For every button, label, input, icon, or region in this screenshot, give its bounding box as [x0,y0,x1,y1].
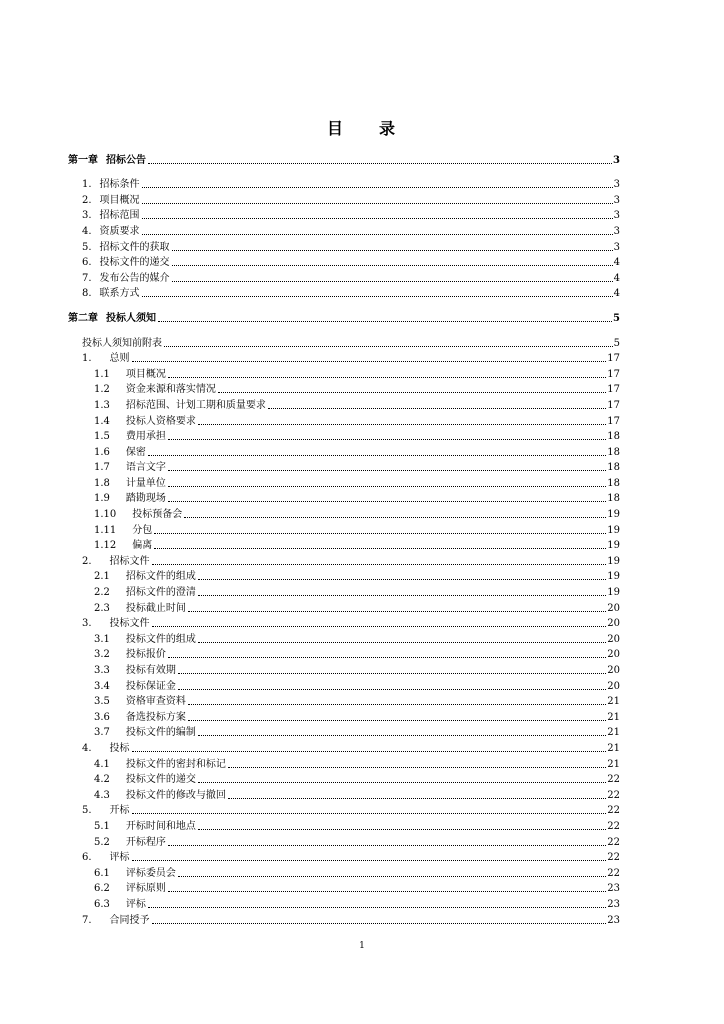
toc-subsection[interactable] [68,599,620,615]
toc-leader-dots [172,280,613,282]
toc-entry-number: 1.4 [94,415,110,427]
toc-entry-title: 分包 [132,524,153,536]
toc-page-number: 20 [607,633,620,645]
toc-leader-dots [178,672,606,674]
toc-page-number: 19 [607,571,620,583]
toc-page-number: 22 [607,852,620,864]
toc-entry-title: 投标有效期 [125,665,176,676]
toc-leader-dots [168,890,606,892]
toc-entry-title: 招标范围 [99,210,140,222]
toc-leader-dots [188,703,606,705]
toc-entry-title: 发布公告的媒介 [99,272,170,284]
toc-entry-title: 投标文件的密封和标记 [125,758,226,770]
toc-entry[interactable] [68,176,620,192]
toc-page-number: 20 [607,665,620,676]
toc-page-number: 21 [607,742,620,754]
toc-chapter-1-entries [68,176,620,301]
toc-entry-number: 1.7 [94,462,110,474]
toc-section[interactable] [68,849,620,865]
toc-entry[interactable] [68,254,620,270]
toc-leader-dots [168,500,606,502]
toc-entry-title: 投标文件的编制 [125,727,196,739]
toc-page-number: 22 [607,774,620,786]
toc-entry-title: 投标文件的修改与撤回 [125,789,226,801]
toc-page-number: 19 [607,555,620,567]
toc-subsection[interactable] [68,521,620,537]
toc-entry-title: 招标文件的组成 [125,571,196,583]
toc-entry-number: 1.11 [94,524,117,536]
toc-leader-dots [132,859,607,861]
toc-entry-number: 2.3 [94,602,110,614]
toc-chapter-2-entries [68,350,620,927]
toc-subsection[interactable] [68,381,620,397]
toc-section[interactable] [68,615,620,631]
toc-section[interactable] [68,350,620,366]
toc-leader-dots [168,844,606,846]
toc-page-number: 17 [607,384,620,396]
toc-entry-number: 1.8 [94,477,110,489]
toc-page-number: 23 [607,898,620,910]
toc-leader-dots [172,249,613,251]
toc-subsection[interactable] [68,786,620,802]
toc-leader-dots [152,922,607,924]
toc-page-number: 22 [607,789,620,801]
toc-entry[interactable] [68,238,620,254]
toc-subsection[interactable] [68,724,620,740]
toc-subsection[interactable] [68,443,620,459]
toc-entry-number: 3.7 [94,727,110,739]
toc-leader-dots [198,578,606,580]
toc-subsection[interactable] [68,505,620,521]
toc-page-number: 5 [613,312,620,324]
toc-page-number: 17 [607,399,620,411]
toc-leader-dots [148,906,606,908]
toc-leader-dots [188,610,606,612]
toc-entry-title: 投标保证金 [125,680,176,692]
toc-entry-number: 1.6 [94,446,110,458]
toc-entry[interactable] [68,269,620,285]
toc-page-number: 23 [607,914,620,926]
toc-leader-dots [172,264,613,266]
toc-page-number: 20 [607,680,620,692]
toc-entry-title: 总则 [109,353,130,365]
toc-entry[interactable] [68,285,620,301]
toc-entry-title: 联系方式 [99,288,140,300]
toc-subsection[interactable] [68,568,620,584]
toc-page-number: 4 [613,272,620,284]
toc-entry-number: 5. [82,241,92,253]
toc-entry-number: 3.1 [94,633,110,645]
toc-entry-title: 项目概况 [125,368,166,380]
toc-subsection[interactable] [68,412,620,428]
toc-entry-number: 8. [82,288,92,300]
toc-entry-number: 2. [82,555,92,567]
toc-leader-dots [228,797,606,799]
toc-leader-dots [154,547,606,549]
toc-subsection[interactable] [68,771,620,787]
toc-leader-dots [168,469,606,471]
toc-entry-title: 合同授予 [109,914,150,926]
toc-entry-number: 7. [82,272,92,284]
toc-page-number: 22 [607,867,620,879]
toc-page-number: 4 [613,257,620,269]
toc-entry-title: 招标文件的澄清 [125,587,196,599]
toc-entry-number: 3.6 [94,711,110,723]
toc-entry-title: 评标委员会 [125,867,176,879]
toc-chapter-title: 招标公告 [106,154,146,166]
toc-leader-dots [198,423,606,425]
toc-entry-number: 6.2 [94,883,110,895]
toc-entry-title: 计量单位 [125,477,166,489]
toc-leader-dots [168,485,606,487]
toc-page-number: 22 [607,820,620,832]
toc-subsection[interactable] [68,474,620,490]
toc-page-number: 22 [607,805,620,817]
toc-entry-title: 投标文件的递交 [125,774,196,786]
toc-page-number: 21 [607,696,620,708]
toc-leader-dots [168,376,606,378]
toc-entry-title: 投标截止时间 [125,602,186,614]
toc-entry-title: 招标范围、计划工期和质量要求 [125,399,266,411]
toc-entry-number: 3.2 [94,649,110,661]
toc-entry-title: 保密 [125,446,146,458]
toc-subsection[interactable] [68,537,620,553]
toc-entry-title: 招标文件的获取 [99,241,170,253]
toc-leader-dots [132,812,607,814]
toc-subsection[interactable] [68,459,620,475]
toc-entry-title: 招标条件 [99,179,140,191]
toc-leader-dots [198,641,606,643]
toc-subsection[interactable] [68,755,620,771]
toc-entry-title: 资格审查资料 [125,696,186,708]
toc-leader-dots [142,217,613,219]
toc-page-number: 22 [607,836,620,848]
toc-entry-number: 1.2 [94,384,110,396]
toc-entry-title: 备选投标方案 [125,711,186,723]
toc-page-number: 4 [613,288,620,300]
toc-page-number: 17 [607,368,620,380]
toc-page-number: 3 [613,225,620,237]
toc-subsection[interactable] [68,833,620,849]
toc-page-number: 21 [607,727,620,739]
toc-leader-dots [184,516,606,518]
toc-entry-title: 资质要求 [99,225,140,237]
toc-section[interactable] [68,911,620,927]
toc-entry-title: 投标文件 [109,618,150,630]
toc-entry-title: 评标 [125,898,146,910]
toc-entry-title: 投标报价 [125,649,166,661]
toc-entry-title: 开标时间和地点 [125,820,196,832]
toc-entry-number: 4. [82,742,92,754]
toc-subsection[interactable] [68,490,620,506]
toc-entry-title: 费用承担 [125,431,166,443]
toc-subsection[interactable] [68,583,620,599]
toc-entry-number: 3. [82,210,92,222]
toc-entry-title: 投标人须知前附表 [82,337,162,349]
toc-page-number: 3 [613,154,620,166]
toc-entry-number: 2.1 [94,571,110,583]
toc-entry-title: 投标预备会 [132,509,183,521]
toc-entry-title: 评标原则 [125,883,166,895]
toc-page-number: 17 [607,415,620,427]
toc-page-number: 17 [607,353,620,365]
toc-entry-number: 2.2 [94,587,110,599]
toc-chapter-number: 第一章 [68,154,98,166]
toc-entry-number: 1.9 [94,493,110,505]
toc-page-number: 3 [613,179,620,191]
toc-section[interactable] [68,552,620,568]
toc-leader-dots [142,202,613,204]
toc-leader-dots [228,766,606,768]
toc-page-number: 18 [607,477,620,489]
toc-entry-title: 踏勘现场 [125,493,166,505]
toc-page-number: 23 [607,883,620,895]
toc-leader-dots [154,532,606,534]
toc-subsection[interactable] [68,864,620,880]
toc-leader-dots [168,656,606,658]
toc-entry-title: 投标文件的递交 [99,257,170,269]
toc-page-number: 19 [607,509,620,521]
toc-entry-number: 3.5 [94,696,110,708]
toc-entry-number: 6.3 [94,898,110,910]
toc-page-number: 3 [613,194,620,206]
toc-page-number: 18 [607,493,620,505]
toc-subsection[interactable] [68,428,620,444]
toc-entry-number: 1.5 [94,431,110,443]
toc-entry-number: 5.1 [94,820,110,832]
toc-subsection[interactable] [68,693,620,709]
toc-leader-dots [148,162,612,164]
toc-entry-title: 项目概况 [99,194,140,206]
toc-entry-title: 偏离 [132,540,153,552]
table-of-contents [68,151,620,927]
toc-page-number: 19 [607,524,620,536]
toc-page-number: 18 [607,446,620,458]
toc-subsection[interactable] [68,677,620,693]
toc-subsection[interactable] [68,661,620,677]
toc-leader-dots [178,875,606,877]
toc-leader-dots [142,186,613,188]
toc-entry-number: 1. [82,179,92,191]
toc-leader-dots [268,407,606,409]
toc-page-number: 3 [613,210,620,222]
toc-entry-number: 4. [82,225,92,237]
toc-subsection[interactable] [68,365,620,381]
toc-entry-number: 1.3 [94,399,110,411]
toc-entry-number: 3.4 [94,680,110,692]
toc-entry-title: 投标人资格要求 [125,415,196,427]
toc-leader-dots [142,233,613,235]
toc-subsection[interactable] [68,880,620,896]
toc-entry-number: 2. [82,194,92,206]
toc-title [0,116,724,139]
toc-leader-dots [198,781,606,783]
toc-section[interactable] [68,739,620,755]
toc-entry-number: 6. [82,257,92,269]
toc-entry-title: 语言文字 [125,462,166,474]
toc-entry-number: 5.2 [94,836,110,848]
toc-entry-title: 投标 [109,742,130,754]
toc-leader-dots [178,688,606,690]
page-number: 1 [359,941,365,951]
toc-section[interactable] [68,802,620,818]
toc-entry-number: 6.1 [94,867,110,879]
toc-title-right: 录 [379,119,398,138]
toc-entry-title: 招标文件 [109,555,150,567]
toc-entry-title: 资金来源和落实情况 [125,384,216,396]
toc-subsection[interactable] [68,646,620,662]
toc-subsection[interactable] [68,630,620,646]
toc-page-number: 19 [607,540,620,552]
toc-chapter-2[interactable] [68,309,620,325]
toc-page-number: 5 [613,337,620,349]
toc-page-number: 3 [613,241,620,253]
toc-entry-title: 开标 [109,805,130,817]
toc-leader-dots [188,719,606,721]
toc-page-number: 20 [607,649,620,661]
toc-entry-number: 1.12 [94,540,117,552]
toc-entry-title: 开标程序 [125,836,166,848]
toc-chapter-1[interactable] [68,151,620,167]
toc-entry-number: 4.2 [94,774,110,786]
toc-leader-dots [198,594,606,596]
toc-subsection[interactable] [68,396,620,412]
toc-page-number: 18 [607,431,620,443]
toc-entry-title: 投标文件的组成 [125,633,196,645]
toc-leader-dots [198,734,606,736]
toc-entry-number: 1.10 [94,509,117,521]
toc-entry-number: 1. [82,353,92,365]
toc-entry-number: 6. [82,852,92,864]
toc-page-number: 20 [607,602,620,614]
toc-leader-dots [168,438,606,440]
toc-leader-dots [158,320,612,322]
toc-subsection[interactable] [68,708,620,724]
toc-leader-dots [132,750,607,752]
toc-leader-dots [164,345,613,347]
toc-entry-number: 3.3 [94,665,110,676]
toc-entry-number: 4.3 [94,789,110,801]
toc-page-number: 21 [607,711,620,723]
toc-subsection[interactable] [68,817,620,833]
toc-entry-title: 评标 [109,852,130,864]
toc-leader-dots [152,563,607,565]
toc-leader-dots [218,391,606,393]
toc-leader-dots [152,625,607,627]
toc-title-left: 目 [326,119,345,138]
toc-entry-number: 4.1 [94,758,110,770]
toc-chapter-number: 第二章 [68,312,98,324]
toc-entry-number: 5. [82,805,92,817]
toc-leader-dots [198,828,606,830]
toc-entry[interactable] [68,207,620,223]
toc-leader-dots [148,454,606,456]
toc-leader-dots [132,360,607,362]
toc-entry-number: 1.1 [94,368,110,380]
toc-leader-dots [142,295,613,297]
toc-entry-pre-table[interactable] [68,334,620,350]
toc-entry[interactable] [68,222,620,238]
toc-chapter-title: 投标人须知 [106,312,156,324]
toc-page-number: 18 [607,462,620,474]
toc-page-number: 21 [607,758,620,770]
toc-entry[interactable] [68,191,620,207]
toc-page-number: 19 [607,587,620,599]
toc-page-number: 20 [607,618,620,630]
toc-subsection[interactable] [68,895,620,911]
toc-entry-number: 7. [82,914,92,926]
toc-entry-number: 3. [82,618,92,630]
